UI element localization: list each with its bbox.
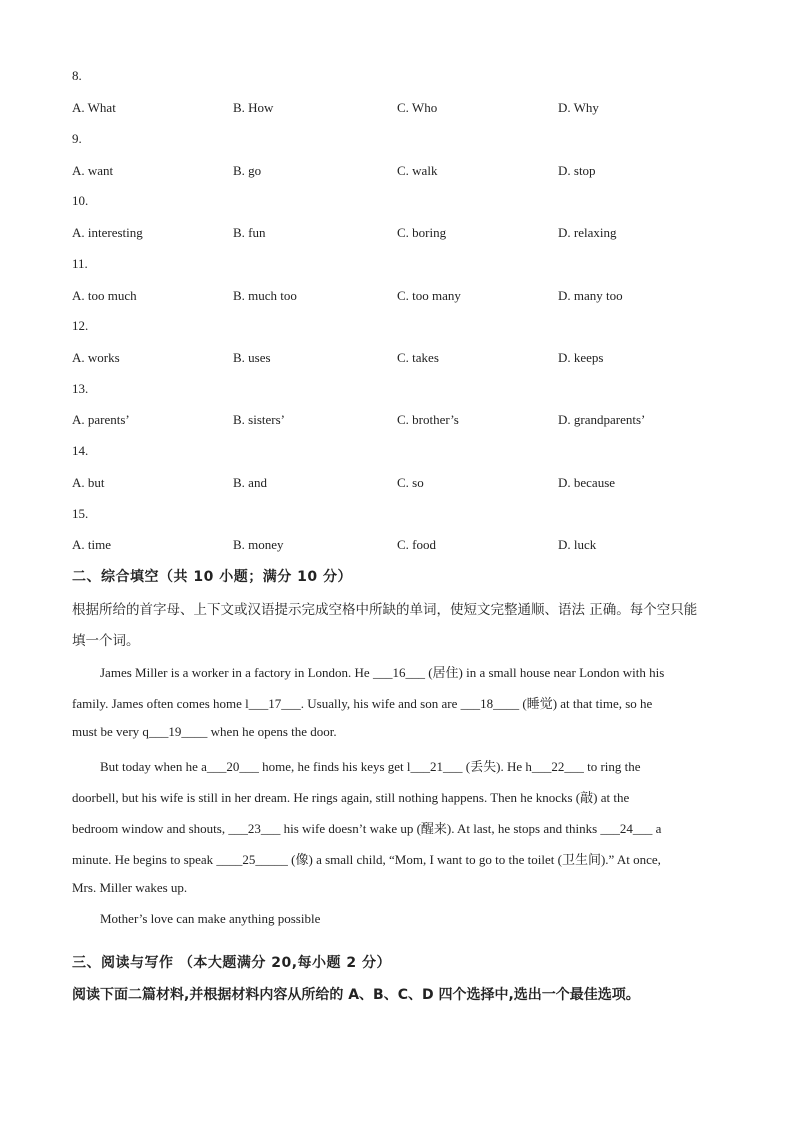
blank-22[interactable]: ___22___ [531, 759, 584, 774]
passage-line: minute. He begins to speak ____25_____ (像) a small child, “Mom, I want to go to the toilet (卫生间).” At once, [72, 852, 661, 867]
option-b: B. money [233, 537, 284, 552]
option-c: C. walk [397, 163, 438, 178]
option-c: C. food [397, 537, 436, 552]
option-a: A. What [72, 100, 116, 115]
option-d: D. Why [558, 100, 599, 115]
option-a: A. but [72, 475, 105, 490]
option-c: C. takes [397, 350, 439, 365]
question-number: 9. [72, 131, 82, 146]
option-c: C. too many [397, 288, 461, 303]
option-d: D. because [558, 475, 616, 490]
blank-24[interactable]: ___24___ [600, 821, 653, 836]
blank-23[interactable]: ___23___ [228, 821, 281, 836]
option-d: D. grandparents’ [558, 412, 646, 427]
option-b: B. uses [233, 350, 271, 365]
section-instruction-cont: 填一个词。 [72, 633, 140, 649]
blank-19[interactable]: ___19____ [148, 724, 208, 739]
option-a: A. interesting [72, 225, 143, 240]
option-d: D. many too [558, 288, 623, 303]
passage-line: family. James often comes home l___17___. Usually, his wife and son are ___18____ (睡觉) at that time, so he [72, 696, 653, 711]
option-a: A. want [72, 163, 114, 178]
option-b: B. go [233, 163, 262, 178]
passage-line: doorbell, but his wife is still in her dream. He rings again, still nothing happens. Then he knocks (敲) at the [72, 790, 630, 805]
question-number: 8. [72, 68, 82, 83]
option-c: C. boring [397, 225, 447, 240]
blank-18[interactable]: ___18____ [460, 696, 520, 711]
section-instruction: 根据所给的首字母、上下文或汉语提示完成空格中所缺的单词，使短文完整通顺、语法 正确。每个空只能 [72, 602, 698, 618]
blank-16[interactable]: ___16___ [372, 665, 425, 680]
question-number: 12. [72, 318, 89, 333]
passage-line: Mrs. Miller wakes up. [72, 880, 188, 895]
option-b: B. How [233, 100, 274, 115]
option-a: A. too much [72, 288, 137, 303]
passage-line: must be very q___19____ when he opens the door. [72, 724, 337, 739]
option-d: D. stop [558, 163, 596, 178]
option-a: A. time [72, 537, 111, 552]
option-d: D. keeps [558, 350, 604, 365]
section-heading: 二、综合填空（共 10 小题；满分 10 分） [72, 569, 352, 585]
option-b: B. sisters’ [233, 412, 285, 427]
option-d: D. luck [558, 537, 597, 552]
blank-21[interactable]: ___21___ [410, 759, 463, 774]
blank-25[interactable]: ____25_____ [216, 852, 288, 867]
option-b: B. and [233, 475, 267, 490]
passage-line: Mother’s love can make anything possible [100, 911, 321, 926]
section-instruction: 阅读下面二篇材料,并根据材料内容从所给的 A、B、C、D 四个选择中,选出一个最佳选项。 [72, 987, 640, 1003]
blank-17[interactable]: ___17___ [248, 696, 301, 711]
question-number: 13. [72, 381, 89, 396]
option-c: C. Who [397, 100, 438, 115]
blank-20[interactable]: ___20___ [206, 759, 259, 774]
option-a: A. works [72, 350, 120, 365]
question-number: 11. [72, 256, 88, 271]
option-d: D. relaxing [558, 225, 617, 240]
passage-line: bedroom window and shouts, ___23___ his wife doesn’t wake up (醒来). At last, he stops and thinks ___24___ a [72, 821, 662, 836]
section-heading: 三、阅读与写作 （本大题满分 20,每小题 2 分） [72, 955, 392, 971]
question-number: 10. [72, 193, 89, 208]
question-number: 14. [72, 443, 89, 458]
option-c: C. so [397, 475, 424, 490]
passage-line: But today when he a___20___ home, he finds his keys get l___21___ (丢失). He h___22___ to ring the [100, 759, 641, 774]
option-b: B. fun [233, 225, 266, 240]
question-number: 15. [72, 506, 89, 521]
option-a: A. parents’ [72, 412, 130, 427]
option-c: C. brother’s [397, 412, 459, 427]
option-b: B. much too [233, 288, 297, 303]
passage-line: James Miller is a worker in a factory in London. He ___16___ (居住) in a small house near London with his [100, 665, 665, 680]
